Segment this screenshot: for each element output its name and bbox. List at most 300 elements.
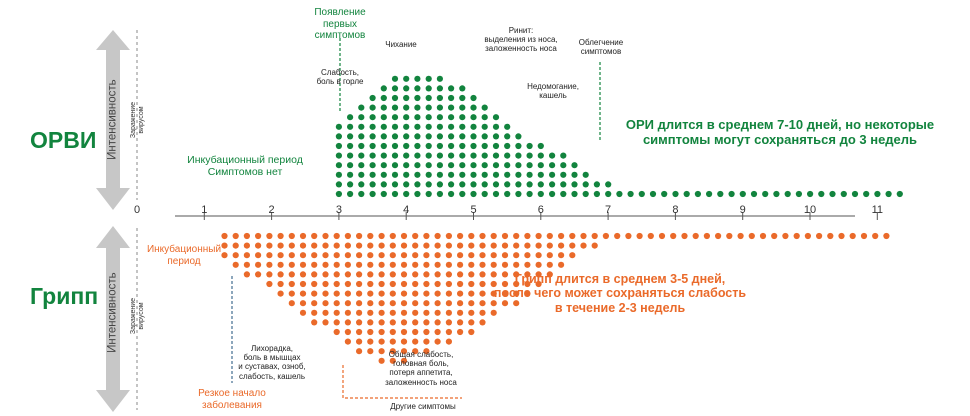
flu-dot: [356, 329, 362, 335]
flu-dot: [513, 243, 519, 249]
orvi-dot: [538, 181, 544, 187]
flu-dot: [379, 291, 385, 297]
orvi-dot: [347, 133, 353, 139]
flu-dot: [883, 233, 889, 239]
flu-dot: [390, 252, 396, 258]
orvi-dot: [403, 172, 409, 178]
orvi-dot: [414, 191, 420, 197]
orvi-dot: [482, 191, 488, 197]
flu-dot: [255, 262, 261, 268]
flu-dot: [558, 233, 564, 239]
flu-dot: [379, 233, 385, 239]
flu-dot: [334, 262, 340, 268]
flu-incubation: Инкубационный период: [146, 244, 222, 267]
flu-dot: [457, 319, 463, 325]
flu-dot: [367, 291, 373, 297]
orvi-weakness-note: Слабость, боль в горле: [316, 68, 364, 87]
orvi-dot: [527, 162, 533, 168]
flu-dot: [423, 271, 429, 277]
flu-dot: [379, 262, 385, 268]
orvi-dot: [807, 191, 813, 197]
orvi-dot: [504, 124, 510, 130]
flu-dot: [311, 281, 317, 287]
orvi-dot: [414, 124, 420, 130]
flu-dot: [356, 243, 362, 249]
flu-dot: [401, 329, 407, 335]
flu-dot: [390, 262, 396, 268]
orvi-dot: [706, 191, 712, 197]
flu-dot: [435, 233, 441, 239]
orvi-dot: [358, 191, 364, 197]
flu-dot: [289, 291, 295, 297]
flu-dot: [311, 271, 317, 277]
orvi-dot: [470, 124, 476, 130]
flu-dot: [367, 300, 373, 306]
flu-dot: [356, 339, 362, 345]
orvi-dot: [414, 95, 420, 101]
orvi-dot: [381, 124, 387, 130]
orvi-dot: [482, 124, 488, 130]
flu-dot: [446, 339, 452, 345]
orvi-dot: [448, 153, 454, 159]
flu-dot: [468, 262, 474, 268]
flu-dot: [289, 252, 295, 258]
orvi-dot: [549, 172, 555, 178]
orvi-dot: [381, 172, 387, 178]
orvi-dot: [852, 191, 858, 197]
orvi-dot: [403, 114, 409, 120]
orvi-dot: [594, 191, 600, 197]
orvi-dot: [370, 143, 376, 149]
flu-dot: [322, 291, 328, 297]
flu-dot: [435, 319, 441, 325]
orvi-dot: [527, 191, 533, 197]
orvi-dot: [470, 162, 476, 168]
flu-dot: [345, 281, 351, 287]
flu-dot: [367, 243, 373, 249]
orvi-dot: [583, 181, 589, 187]
orvi-dot: [392, 95, 398, 101]
flu-dot: [457, 310, 463, 316]
axis-tick-label: 0: [133, 204, 141, 216]
flu-dot: [771, 233, 777, 239]
flu-dot: [390, 233, 396, 239]
orvi-dot: [538, 191, 544, 197]
orvi-dot: [370, 95, 376, 101]
orvi-summary: ОРИ длится в среднем 7-10 дней, но некоторые симптомы могут сохраняться до 3 недель: [625, 117, 935, 147]
flu-dot: [311, 243, 317, 249]
orvi-dot: [437, 191, 443, 197]
flu-dot: [233, 233, 239, 239]
flu-dot: [827, 233, 833, 239]
flu-dot: [345, 310, 351, 316]
orvi-dot: [504, 172, 510, 178]
orvi-dot: [403, 191, 409, 197]
flu-dot: [412, 281, 418, 287]
orvi-dot: [370, 191, 376, 197]
flu-dot: [423, 243, 429, 249]
orvi-dot: [482, 114, 488, 120]
orvi-dot: [392, 162, 398, 168]
orvi-dot: [897, 191, 903, 197]
orvi-dot: [426, 133, 432, 139]
orvi-dot: [482, 153, 488, 159]
orvi-dot: [459, 181, 465, 187]
flu-dot: [345, 252, 351, 258]
orvi-dot: [392, 124, 398, 130]
orvi-dot: [370, 105, 376, 111]
flu-dot: [446, 310, 452, 316]
orvi-dot: [773, 191, 779, 197]
orvi-dot: [392, 85, 398, 91]
orvi-dot: [392, 143, 398, 149]
flu-dot: [468, 243, 474, 249]
orvi-dot: [470, 153, 476, 159]
flu-dot: [289, 271, 295, 277]
flu-onset: Резкое начало заболевания: [198, 388, 266, 411]
flu-dot: [693, 233, 699, 239]
axis-tick-label: 6: [537, 204, 544, 216]
orvi-dot: [482, 133, 488, 139]
axis-tick-label: 3: [335, 204, 342, 216]
flu-dot: [603, 233, 609, 239]
flu-dot: [367, 262, 373, 268]
orvi-dot: [381, 114, 387, 120]
flu-dot: [233, 243, 239, 249]
flu-dot: [345, 291, 351, 297]
orvi-dot: [493, 124, 499, 130]
orvi-dot: [437, 143, 443, 149]
flu-dot: [255, 233, 261, 239]
orvi-dot: [347, 153, 353, 159]
orvi-dot: [381, 162, 387, 168]
flu-dot: [502, 252, 508, 258]
axis-tick-label: 4: [403, 204, 410, 216]
flu-dot: [412, 233, 418, 239]
flu-dot: [367, 339, 373, 345]
orvi-dot: [785, 191, 791, 197]
flu-dot: [435, 300, 441, 306]
orvi-dot: [863, 191, 869, 197]
orvi-rhinitis-note: Ринит: выделения из носа, заложенность носа: [484, 26, 558, 54]
flu-dot: [278, 252, 284, 258]
flu-dot: [738, 233, 744, 239]
flu-dot: [547, 233, 553, 239]
flu-dot: [491, 243, 497, 249]
orvi-dot: [470, 114, 476, 120]
orvi-dot: [504, 191, 510, 197]
orvi-dot: [414, 76, 420, 82]
flu-dot: [345, 243, 351, 249]
flu-dot: [468, 329, 474, 335]
orvi-dot: [616, 191, 622, 197]
orvi-dot: [605, 181, 611, 187]
orvi-dot: [403, 105, 409, 111]
flu-dot: [401, 339, 407, 345]
orvi-dot: [426, 124, 432, 130]
flu-dot: [401, 319, 407, 325]
flu-dot: [423, 329, 429, 335]
flu-dot: [412, 291, 418, 297]
flu-dot: [367, 329, 373, 335]
orvi-dot: [426, 162, 432, 168]
orvi-dot: [403, 181, 409, 187]
flu-dot: [322, 281, 328, 287]
orvi-dot: [426, 76, 432, 82]
flu-dot: [524, 262, 530, 268]
flu-dot: [435, 243, 441, 249]
flu-dot: [322, 233, 328, 239]
flu-dot: [446, 300, 452, 306]
flu-dot: [401, 243, 407, 249]
orvi-dot: [470, 105, 476, 111]
flu-dot: [244, 243, 250, 249]
flu-dot: [479, 319, 485, 325]
orvi-dot: [437, 105, 443, 111]
orvi-dot: [392, 181, 398, 187]
orvi-dot: [437, 153, 443, 159]
orvi-dot: [549, 153, 555, 159]
flu-dot: [379, 319, 385, 325]
flu-dot: [580, 233, 586, 239]
orvi-dot: [448, 133, 454, 139]
flu-dot: [334, 319, 340, 325]
orvi-dot: [370, 181, 376, 187]
orvi-dot: [538, 162, 544, 168]
flu-dot: [435, 252, 441, 258]
orvi-dot: [392, 133, 398, 139]
flu-dot: [345, 271, 351, 277]
orvi-dot: [336, 133, 342, 139]
orvi-dot: [515, 153, 521, 159]
orvi-dot: [448, 162, 454, 168]
orvi-dot: [358, 133, 364, 139]
orvi-dot: [448, 181, 454, 187]
orvi-dot: [560, 162, 566, 168]
orvi-dot: [370, 124, 376, 130]
orvi-dot: [459, 85, 465, 91]
flu-dot: [300, 291, 306, 297]
orvi-dot: [370, 133, 376, 139]
orvi-dot: [336, 143, 342, 149]
orvi-dot: [470, 181, 476, 187]
orvi-dot: [437, 114, 443, 120]
flu-dot: [457, 281, 463, 287]
flu-dot: [300, 243, 306, 249]
flu-dot: [289, 262, 295, 268]
flu-dot: [367, 281, 373, 287]
flu-dot: [659, 233, 665, 239]
orvi-dot: [504, 181, 510, 187]
orvi-dot: [515, 162, 521, 168]
orvi-dot: [459, 172, 465, 178]
orvi-dot: [426, 191, 432, 197]
flu-dot: [300, 262, 306, 268]
flu-dot: [334, 281, 340, 287]
flu-dot: [715, 233, 721, 239]
orvi-dot: [459, 95, 465, 101]
flu-dot: [244, 233, 250, 239]
flu-dot: [334, 233, 340, 239]
flu-dot: [457, 291, 463, 297]
flu-dot: [412, 310, 418, 316]
flu-dot: [412, 300, 418, 306]
orvi-dot: [571, 172, 577, 178]
orvi-infection-label: Заражение вирусом: [129, 101, 145, 139]
orvi-dot: [493, 191, 499, 197]
flu-dot: [356, 348, 362, 354]
flu-dot: [468, 319, 474, 325]
flu-dot: [334, 252, 340, 258]
orvi-dot: [448, 105, 454, 111]
orvi-dot: [886, 191, 892, 197]
flu-dot: [423, 262, 429, 268]
orvi-dot: [695, 191, 701, 197]
flu-dot: [278, 243, 284, 249]
orvi-dot: [358, 105, 364, 111]
orvi-dot: [493, 172, 499, 178]
flu-dot: [547, 262, 553, 268]
orvi-dot: [403, 133, 409, 139]
orvi-dot: [459, 114, 465, 120]
orvi-dot: [381, 143, 387, 149]
orvi-dot: [560, 181, 566, 187]
orvi-dot: [392, 76, 398, 82]
flu-dot: [311, 310, 317, 316]
orvi-dot: [414, 133, 420, 139]
orvi-dot: [527, 143, 533, 149]
flu-dot: [278, 281, 284, 287]
orvi-dot: [448, 85, 454, 91]
orvi-dot: [571, 162, 577, 168]
orvi-dot: [560, 172, 566, 178]
flu-dot: [457, 252, 463, 258]
orvi-dot: [336, 191, 342, 197]
axis-ticks: [134, 204, 883, 220]
orvi-dot: [459, 153, 465, 159]
flu-dot: [334, 329, 340, 335]
flu-dot: [435, 281, 441, 287]
orvi-dot: [504, 143, 510, 149]
flu-dot: [367, 310, 373, 316]
orvi-dot: [403, 143, 409, 149]
orvi-dot: [336, 181, 342, 187]
flu-dot: [367, 252, 373, 258]
flu-dot: [502, 243, 508, 249]
flu-dot: [446, 262, 452, 268]
flu-dot: [345, 339, 351, 345]
orvi-dot: [437, 85, 443, 91]
orvi-dot: [403, 85, 409, 91]
flu-dot: [423, 281, 429, 287]
flu-dot: [457, 262, 463, 268]
flu-dot: [401, 291, 407, 297]
orvi-dot: [729, 191, 735, 197]
flu-dot: [536, 243, 542, 249]
flu-dot: [580, 243, 586, 249]
orvi-relief-note: Облегчение симптомов: [578, 38, 624, 57]
flu-dot: [446, 319, 452, 325]
orvi-dot: [594, 181, 600, 187]
orvi-dot: [426, 143, 432, 149]
orvi-dot: [560, 153, 566, 159]
flu-dot: [479, 233, 485, 239]
orvi-dot: [414, 114, 420, 120]
flu-dot: [311, 262, 317, 268]
orvi-dot: [336, 172, 342, 178]
flu-dot: [356, 300, 362, 306]
flu-dot: [446, 243, 452, 249]
flu-dot: [278, 233, 284, 239]
orvi-dot: [347, 124, 353, 130]
flu-dot: [367, 348, 373, 354]
orvi-first-symptoms: Появление первых симптомов: [314, 7, 366, 41]
orvi-dot: [448, 143, 454, 149]
orvi-dot: [470, 133, 476, 139]
orvi-sneezing-note: Чихание: [385, 40, 417, 49]
flu-dot: [457, 233, 463, 239]
flu-dot: [457, 329, 463, 335]
orvi-dot: [381, 105, 387, 111]
flu-dot: [479, 243, 485, 249]
flu-dot: [390, 291, 396, 297]
orvi-dot: [392, 153, 398, 159]
flu-dot: [502, 262, 508, 268]
flu-dot: [379, 310, 385, 316]
flu-dot: [356, 281, 362, 287]
flu-dot: [356, 233, 362, 239]
flu-dot: [322, 310, 328, 316]
orvi-dot: [549, 181, 555, 187]
orvi-dot: [493, 153, 499, 159]
orvi-dot: [628, 191, 634, 197]
flu-dot: [558, 262, 564, 268]
flu-dot: [345, 262, 351, 268]
flu-dot: [356, 319, 362, 325]
flu-dot: [345, 329, 351, 335]
orvi-dot: [392, 172, 398, 178]
orvi-dot: [549, 162, 555, 168]
orvi-dot: [414, 143, 420, 149]
orvi-dot: [403, 162, 409, 168]
orvi-dot: [403, 153, 409, 159]
flu-dot: [311, 300, 317, 306]
flu-dot: [379, 271, 385, 277]
flu-dot: [412, 262, 418, 268]
flu-dot: [266, 262, 272, 268]
flu-dot: [513, 233, 519, 239]
flu-dot: [435, 329, 441, 335]
orvi-dot: [482, 172, 488, 178]
orvi-dot: [661, 191, 667, 197]
orvi-dot: [493, 133, 499, 139]
flu-dot: [390, 319, 396, 325]
orvi-dot: [437, 172, 443, 178]
flu-dot: [278, 262, 284, 268]
orvi-dot: [448, 172, 454, 178]
flu-dot: [311, 233, 317, 239]
flu-dot: [244, 252, 250, 258]
flu-dot: [322, 319, 328, 325]
orvi-dot: [414, 85, 420, 91]
flu-dot: [311, 319, 317, 325]
flu-dot: [637, 233, 643, 239]
orvi-dot: [493, 143, 499, 149]
orvi-dot: [437, 95, 443, 101]
flu-dot: [345, 319, 351, 325]
flu-dot: [479, 262, 485, 268]
orvi-dot: [459, 133, 465, 139]
